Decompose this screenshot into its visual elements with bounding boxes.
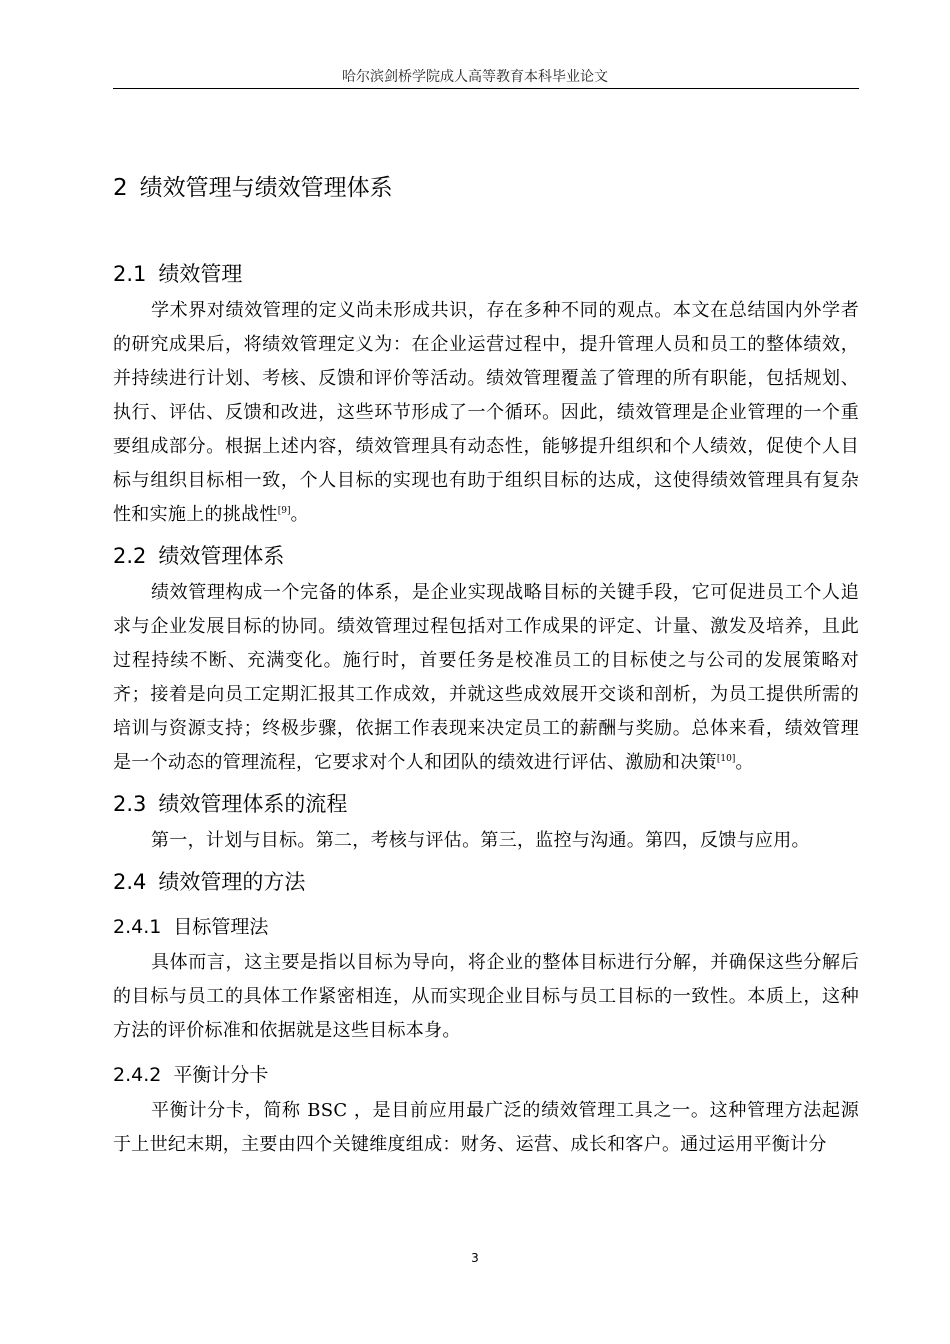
section-number: 2.3: [113, 792, 147, 816]
section-heading-2-4: [113, 864, 859, 900]
section-number: 2.4: [113, 870, 147, 894]
section-title: 绩效管理的方法: [158, 870, 306, 894]
section-number: 2.1: [113, 262, 147, 286]
section-2-1-paragraph: [113, 294, 859, 532]
header-rule: [113, 88, 859, 89]
subsection-2-4-2-paragraph: 平衡计分卡，简称 BSC ，是目前应用最广泛的绩效管理工具之一。这种管理方法起源 于上世纪末期，主要由四个关键维度组成：财务、运营、成长和客户。通过运用平衡计分: [113, 1100, 859, 1155]
paragraph-end: 。: [290, 504, 309, 525]
chapter-title: 绩效管理与绩效管理体系: [139, 175, 393, 201]
section-heading-2-3: [113, 786, 859, 822]
section-2-3-paragraph: 第一，计划与目标。第二，考核与评估。第三，监控与沟通。第四，反馈与应用。: [151, 830, 810, 851]
section-number: 2.2: [113, 544, 147, 568]
citation-marker: [10]: [716, 754, 736, 764]
subsection-heading-2-4-1: [113, 910, 859, 944]
subsection-2-4-1-paragraph: 具体而言，这主要是指以目标为导向，将企业的整体目标进行分解，并确保这些分解后的目标与员工的具体工作紧密相连，从而实现企业目标与员工目标的一致性。本质上，这种方法的评价标准和依据就是这些目标本身。: [113, 952, 859, 1041]
section-title: 绩效管理: [158, 262, 243, 286]
section-heading-2-2: [113, 538, 859, 574]
paragraph-text: 绩效管理构成一个完备的体系，是企业实现战略目标的关键手段，它可促进员工个人追求与企业发展目标的协同。绩效管理过程包括对工作成果的评定、计量、激发及培养，且此过程持续不断、充满变化。施行时，首要任务是校准员工的目标使之与公司的发展策略对齐；接着是向员工定期汇报其工作成效，并就这些成效展开交谈和剖析，为员工提供所需的培训与资源支持；终极步骤，依据工作表现来决定员工的薪酬与奖励。总体来看，绩效管理是一个动态的管理流程，它要求对个人和团队的绩效进行评估、激励和决策: [113, 582, 859, 773]
page-body: [113, 166, 859, 1162]
section-2-2-paragraph: [113, 576, 859, 780]
paragraph-text: 学术界对绩效管理的定义尚未形成共识，存在多种不同的观点。本文在总结国内外学者的研究成果后，将绩效管理定义为：在企业运营过程中，提升管理人员和员工的整体绩效，并持续进行计划、考核、反馈和评价等活动。绩效管理覆盖了管理的所有职能，包括规划、执行、评估、反馈和改进，这些环节形成了一个循环。因此，绩效管理是企业管理的一个重要组成部分。根据上述内容，绩效管理具有动态性，能够提升组织和个人绩效，促使个人目标与组织目标相一致，个人目标的实现也有助于组织目标的达成，这使得绩效管理具有复杂性和实施上的挑战性: [113, 300, 859, 525]
page-number: 3: [471, 1251, 479, 1265]
chapter-number: 2: [113, 175, 128, 201]
subsection-heading-2-4-2: [113, 1058, 859, 1092]
running-header: 哈尔滨剑桥学院成人高等教育本科毕业论文: [342, 69, 608, 85]
subsection-number: 2.4.1: [113, 916, 162, 938]
subsection-title: 平衡计分卡: [173, 1064, 269, 1086]
citation-marker: [9]: [277, 506, 291, 516]
chapter-heading: [113, 166, 859, 210]
subsection-number: 2.4.2: [113, 1064, 162, 1086]
section-title: 绩效管理体系: [158, 544, 285, 568]
section-heading-2-1: [113, 256, 859, 292]
subsection-title: 目标管理法: [173, 916, 269, 938]
section-title: 绩效管理体系的流程: [158, 792, 348, 816]
paragraph-end: 。: [735, 752, 754, 773]
